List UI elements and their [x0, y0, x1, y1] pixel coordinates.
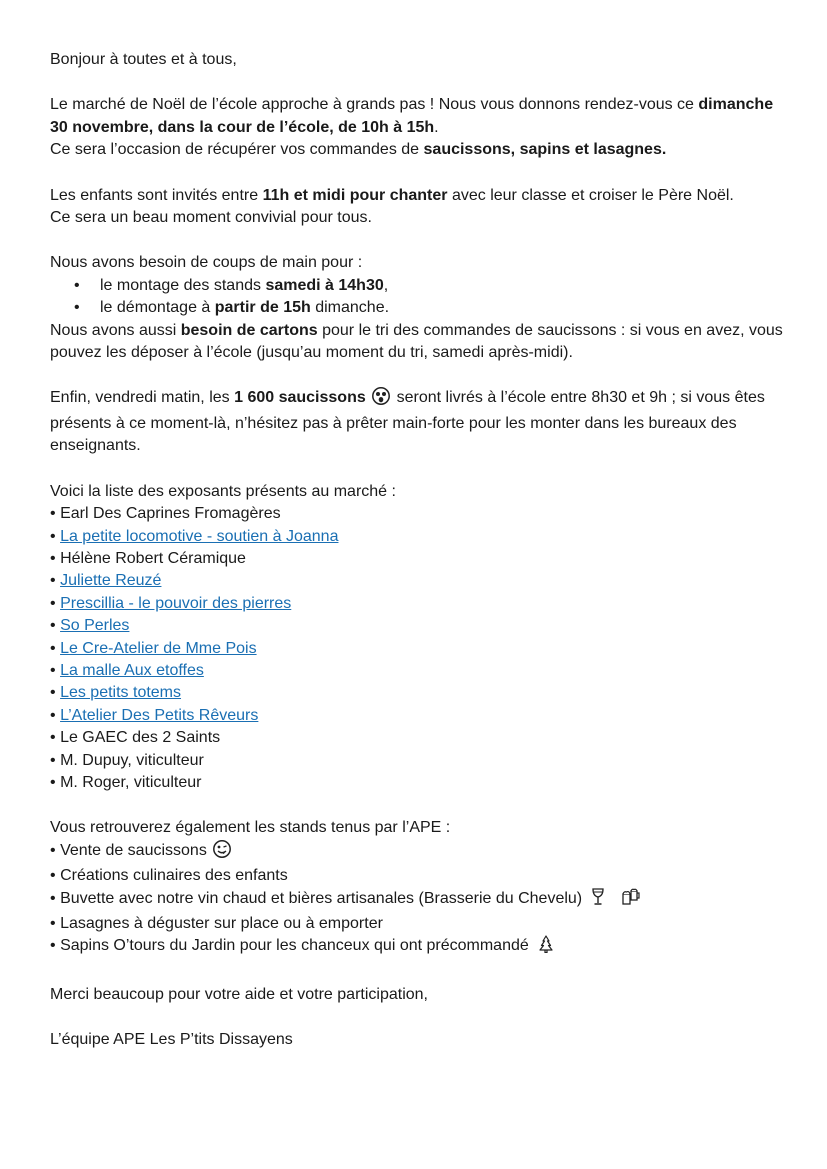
orders-highlight: saucissons, sapins et lasagnes. — [423, 141, 667, 159]
bullet: • — [50, 594, 56, 612]
text: Les enfants sont invités entre — [50, 186, 263, 204]
bullet: • — [50, 915, 56, 932]
list-item — [50, 660, 790, 682]
wine-glass-icon — [591, 888, 605, 913]
bullet: • — [50, 505, 56, 523]
bullet: • — [50, 937, 56, 955]
paragraph-children — [50, 185, 790, 207]
stand-name: Créations culinaires des enfants — [60, 867, 288, 885]
stand-name: Vente de saucissons — [60, 841, 207, 859]
exhibitor-link[interactable]: Juliette Reuzé — [60, 572, 162, 590]
beer-mugs-icon — [621, 888, 641, 913]
bullet: • — [50, 617, 56, 635]
bullet: • — [50, 706, 56, 724]
ape-stands-list — [50, 840, 790, 961]
list-item — [50, 682, 790, 704]
list-item — [50, 772, 790, 794]
list-item — [50, 638, 790, 660]
shocked-face-icon — [372, 387, 390, 412]
bullet: • — [50, 639, 56, 657]
list-item — [50, 705, 790, 727]
exhibitor-link[interactable]: Prescillia - le pouvoir des pierres — [60, 594, 292, 612]
exhibitor-link[interactable]: Le Cre-Atelier de Mme Pois — [60, 639, 257, 657]
paragraph-orders — [50, 139, 790, 161]
help-intro: Nous avons besoin de coups de main pour : — [50, 254, 363, 272]
list-item — [50, 888, 790, 913]
bullet: • — [50, 751, 56, 769]
exhibitor-name: Le GAEC des 2 Saints — [60, 729, 221, 747]
list-item — [50, 840, 790, 865]
paragraph-convivial: Ce sera un beau moment convivial pour tous. — [50, 209, 372, 227]
exhibitor-link[interactable]: L’Atelier Des Petits Rêveurs — [60, 706, 259, 724]
bullet: • — [50, 729, 56, 747]
exhibitor-name: Hélène Robert Céramique — [60, 549, 246, 567]
stand-name: Lasagnes à déguster sur place ou à emporter — [60, 915, 383, 932]
list-item — [50, 570, 790, 592]
setup-time: samedi à 14h30 — [265, 276, 384, 294]
text: Nous avons aussi — [50, 321, 181, 339]
text: Enfin, vendredi matin, les — [50, 389, 235, 407]
text: le démontage à — [100, 299, 215, 317]
paragraph-cartons — [50, 320, 790, 365]
bullet: • — [50, 841, 56, 859]
text: pour le tri des commandes de saucissons : si vous en avez, vous pouvez les déposer à l’école (jusqu’au moment du tri, samedi après-midi). — [50, 321, 783, 362]
bullet: • — [50, 684, 56, 702]
bullet: • — [50, 549, 56, 567]
exhibitor-link[interactable]: La petite locomotive - soutien à Joanna — [60, 527, 339, 545]
letter — [50, 49, 790, 1052]
signature: L’équipe APE Les P’tits Dissayens — [50, 1031, 293, 1049]
text: avec leur classe et croiser le Père Noël. — [447, 186, 734, 204]
text: , — [383, 276, 389, 294]
bullet: • — [50, 867, 56, 885]
exhibitor-name: Earl Des Caprines Fromagères — [60, 505, 281, 523]
cartons-highlight: besoin de cartons — [180, 321, 318, 339]
greeting: Bonjour à toutes et à tous, — [50, 51, 237, 68]
exhibitor-name: M. Roger, viticulteur — [60, 773, 202, 791]
list-item — [50, 935, 790, 960]
list-item — [50, 275, 790, 297]
exhibitor-name: M. Dupuy, viticulteur — [60, 751, 204, 769]
bullet: • — [50, 889, 56, 907]
date-highlight: dimanche 30 novembre, dans la cour de l’école, de 10h à 15h — [50, 96, 774, 136]
list-item — [50, 750, 790, 772]
list-item — [50, 548, 790, 570]
list-item — [50, 297, 790, 319]
list-item — [50, 593, 790, 615]
list-item — [50, 727, 790, 749]
list-item — [50, 526, 790, 548]
ape-intro: Vous retrouverez également les stands tenus par l’APE : — [50, 819, 451, 837]
bullet: • — [50, 527, 56, 545]
exhibitor-link[interactable]: Les petits totems — [60, 684, 182, 702]
text: le montage des stands — [100, 276, 266, 294]
exhibitor-link[interactable]: La malle Aux etoffes — [60, 661, 204, 679]
thanks: Merci beaucoup pour votre aide et votre participation, — [50, 985, 428, 1003]
list-item — [50, 615, 790, 637]
text: Ce sera l’occasion de récupérer vos commandes de — [50, 141, 424, 159]
text: Le marché de Noël de l’école approche à grands pas ! Nous vous donnons rendez-vous ce — [50, 96, 699, 114]
bullet: • — [50, 773, 56, 791]
sausage-count: 1 600 saucissons — [234, 389, 366, 407]
text: . — [434, 118, 439, 136]
list-item — [50, 503, 790, 525]
teardown-time: partir de 15h — [214, 299, 311, 317]
text: seront livrés à l’école entre 8h30 et 9h ; si vous êtes présents à ce moment-là, n’hésitez pas à prêter main-forte pour les monter dans les bureaux des enseignants. — [50, 389, 765, 455]
bullet: • — [50, 572, 56, 590]
exhibitor-link[interactable]: So Perles — [60, 617, 130, 635]
paragraph-delivery — [50, 387, 790, 457]
winking-tongue-face-icon — [213, 840, 231, 865]
list-item — [50, 865, 790, 887]
text: dimanche. — [310, 299, 390, 317]
christmas-tree-icon — [539, 935, 553, 960]
help-list — [50, 275, 790, 320]
stand-name: Sapins O’tours du Jardin pour les chanceux qui ont précommandé — [60, 937, 529, 955]
list-item — [50, 913, 790, 935]
bullet: • — [50, 661, 56, 679]
paragraph-market-date — [50, 94, 790, 139]
stand-name: Buvette avec notre vin chaud et bières artisanales (Brasserie du Chevelu) — [60, 889, 583, 907]
singing-highlight: 11h et midi pour chanter — [262, 186, 448, 204]
exhibitors-list — [50, 503, 790, 794]
exhibitors-intro: Voici la liste des exposants présents au marché : — [50, 482, 396, 500]
